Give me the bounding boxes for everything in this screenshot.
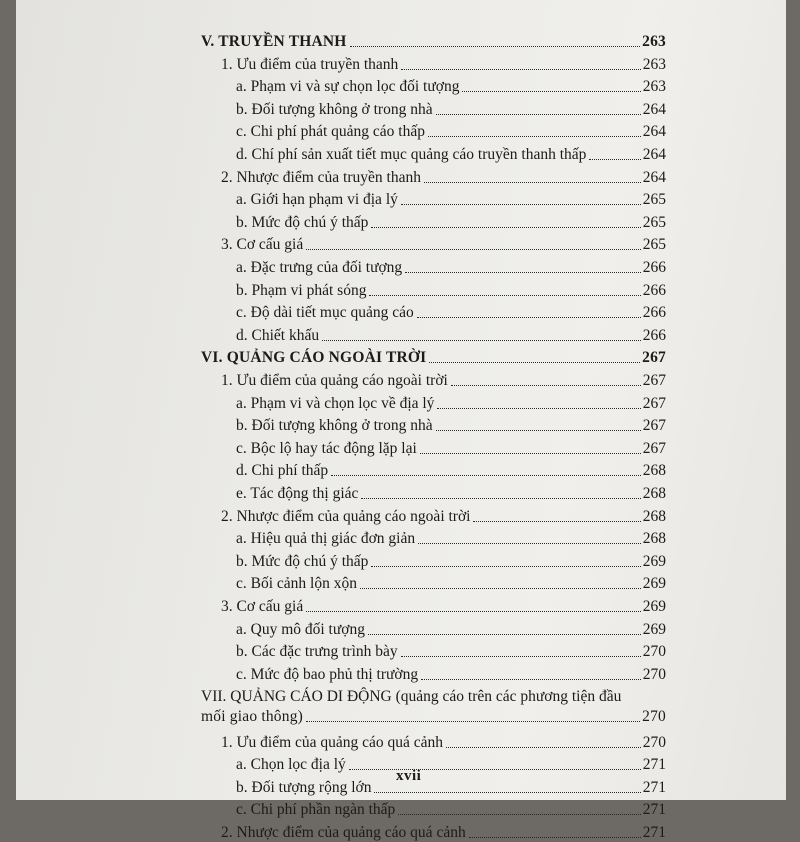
- toc-label: a. Phạm vi và sự chọn lọc đối tượng: [236, 78, 460, 96]
- toc-label: b. Đối tượng không ở trong nhà: [236, 100, 433, 118]
- toc-page-number: 264: [642, 168, 666, 186]
- toc-label: b. Đối tượng không ở trong nhà: [236, 417, 433, 435]
- toc-page-number: 270: [642, 733, 666, 751]
- dot-leader: [401, 204, 641, 205]
- toc-page-number: 267: [642, 394, 666, 412]
- dot-leader: [349, 769, 641, 770]
- toc-label: b. Mức độ chú ý thấp: [236, 552, 369, 570]
- toc-item: [236, 620, 666, 639]
- toc-label: 2. Nhược điểm của quảng cáo quá cảnh: [221, 824, 466, 841]
- toc-label: b. Các đặc trưng trình bày: [236, 643, 398, 661]
- toc-item: [236, 394, 666, 413]
- toc-item: [236, 552, 666, 571]
- toc-label: a. Giới hạn phạm vi địa lý: [236, 191, 398, 209]
- dot-leader: [306, 611, 641, 612]
- toc-item: [236, 755, 666, 774]
- toc-label: 1. Ưu điểm của quảng cáo ngoài trời: [221, 372, 448, 389]
- toc-item: [236, 281, 666, 300]
- toc-page-number: 266: [642, 304, 666, 322]
- toc-label: b. Mức độ chú ý thấp: [236, 213, 369, 231]
- toc-label: a. Đặc trưng của đối tượng: [236, 259, 403, 276]
- toc-item: [236, 258, 666, 277]
- toc-label: a. Phạm vi và chọn lọc về địa lý: [236, 394, 435, 412]
- toc-subsection: [221, 235, 666, 254]
- toc-item: [236, 100, 666, 119]
- toc-label: d. Chi phí thấp: [236, 462, 329, 480]
- dot-leader: [589, 159, 640, 160]
- toc-section-heading: [201, 348, 666, 367]
- dot-leader: [371, 566, 640, 567]
- toc-page-number: 268: [642, 507, 666, 525]
- dot-leader: [350, 46, 641, 47]
- toc-label: 2. Nhược điểm của truyền thanh: [221, 168, 421, 186]
- toc-label: a. Hiệu quả thị giác đơn giản: [236, 530, 416, 548]
- toc-item: [236, 416, 666, 435]
- toc-label: c. Chi phí phát quảng cáo thấp: [236, 123, 425, 141]
- dot-leader: [371, 227, 640, 228]
- toc-page-number: 269: [642, 598, 666, 615]
- dot-leader: [473, 521, 640, 522]
- toc-label: 3. Cơ cấu giá: [221, 236, 304, 254]
- toc-page-number: 265: [642, 236, 666, 254]
- dot-leader: [374, 792, 640, 793]
- dot-leader: [401, 656, 641, 657]
- toc-label: 2. Nhược điểm của quảng cáo ngoài trời: [221, 507, 471, 525]
- toc-item: [236, 778, 666, 797]
- toc-subsection: [221, 55, 666, 74]
- toc-page-number: 265: [642, 213, 666, 231]
- toc-page-number: 267: [642, 439, 666, 457]
- toc-page-number: 269: [642, 620, 666, 638]
- toc-page-number: 265: [642, 191, 666, 209]
- toc-page-number: 264: [642, 123, 666, 141]
- book-page: [16, 0, 786, 841]
- toc-section-heading: [201, 32, 666, 51]
- toc-page-number: 269: [642, 575, 666, 593]
- toc-item: [236, 122, 666, 141]
- toc-heading-continuation: [201, 707, 666, 726]
- toc-label: a. Chọn lọc địa lý: [236, 756, 346, 774]
- toc-page-number: 268: [642, 485, 666, 502]
- toc-item: [236, 439, 666, 458]
- toc-item: [236, 484, 666, 503]
- toc-subsection: [221, 507, 666, 526]
- toc-page-number: 266: [642, 259, 666, 276]
- toc-label: d. Chí phí sản xuất tiết mục quảng cáo truyền thanh thấp: [236, 146, 587, 163]
- toc-page-number: 269: [642, 552, 666, 570]
- dot-leader: [428, 136, 641, 137]
- toc-page-number: 264: [642, 100, 666, 118]
- toc-label: mối giao thông): [201, 708, 304, 725]
- toc-label: V. TRUYỀN THANH: [201, 33, 347, 50]
- toc-label: 3. Cơ cấu giá: [221, 598, 304, 615]
- toc-label: c. Bối cảnh lộn xộn: [236, 575, 357, 593]
- dot-leader: [369, 295, 640, 296]
- toc-subsection: [221, 823, 666, 842]
- toc-label: c. Độ dài tiết mục quảng cáo: [236, 304, 414, 322]
- toc-label: c. Chi phí phần ngàn thấp: [236, 801, 396, 819]
- dot-leader: [401, 69, 640, 70]
- toc-label: a. Quy mô đối tượng: [236, 620, 365, 638]
- dot-leader: [361, 498, 640, 499]
- dot-leader: [462, 91, 640, 92]
- dot-leader: [436, 114, 641, 115]
- toc-page-number: 270: [642, 665, 666, 683]
- dot-leader: [368, 634, 641, 635]
- toc-label: c. Mức độ bao phủ thị trường: [236, 665, 419, 683]
- toc-page-number: 263: [642, 78, 666, 96]
- toc-subsection: [221, 733, 666, 752]
- dot-leader: [446, 747, 641, 748]
- toc-item: [236, 574, 666, 593]
- toc-page-number: 268: [642, 462, 666, 480]
- toc-item: [236, 665, 666, 684]
- toc-label: e. Tác động thị giác: [236, 485, 359, 502]
- toc-subsection: [221, 371, 666, 390]
- toc-heading: [201, 687, 621, 706]
- toc-page-number: 263: [642, 33, 666, 50]
- dot-leader: [360, 588, 641, 589]
- toc-page-number: 270: [642, 643, 666, 661]
- toc-page-number: 271: [642, 824, 666, 841]
- toc-page-number: 268: [642, 530, 666, 548]
- dot-leader: [451, 385, 641, 386]
- dot-leader: [306, 249, 641, 250]
- toc-page-number: 267: [642, 372, 666, 389]
- toc-label: 1. Ưu điểm của quảng cáo quá cảnh: [221, 733, 444, 751]
- toc-item: [236, 213, 666, 232]
- toc-page-number: 270: [642, 708, 666, 725]
- toc-heading-label: VII. QUẢNG CÁO DI ĐỘNG (quảng cáo trên các phương tiện đầu: [201, 688, 622, 706]
- dot-leader: [398, 814, 640, 815]
- toc-item: [236, 77, 666, 96]
- toc-item: [236, 326, 666, 345]
- toc-label: 1. Ưu điểm của truyền thanh: [221, 55, 399, 73]
- toc-page-number: 267: [642, 417, 666, 435]
- dot-leader: [437, 408, 640, 409]
- toc-page-number: 266: [642, 281, 666, 299]
- dot-leader: [420, 453, 641, 454]
- toc-item: [236, 190, 666, 209]
- dot-leader: [331, 475, 641, 476]
- dot-leader: [322, 340, 641, 341]
- toc-label: d. Chiết khấu: [236, 326, 320, 344]
- toc-page-number: 267: [642, 349, 666, 367]
- dot-leader: [469, 837, 641, 838]
- toc-label: b. Đối tượng rộng lớn: [236, 778, 372, 796]
- toc-label: b. Phạm vi phát sóng: [236, 281, 367, 299]
- toc-page-number: 271: [642, 778, 666, 796]
- dot-leader: [436, 430, 641, 431]
- toc-item: [236, 461, 666, 480]
- dot-leader: [424, 182, 641, 183]
- dot-leader: [417, 317, 641, 318]
- toc-item: [236, 529, 666, 548]
- toc-subsection: [221, 597, 666, 616]
- dot-leader: [418, 543, 641, 544]
- toc-page-number: 264: [642, 146, 666, 163]
- toc-label: c. Bộc lộ hay tác động lặp lại: [236, 439, 417, 457]
- page-number: xvii: [396, 768, 422, 784]
- toc-page-number: 271: [642, 801, 666, 819]
- toc-item: [236, 303, 666, 322]
- dot-leader: [405, 272, 641, 273]
- dot-leader: [306, 721, 640, 722]
- toc-item: [236, 800, 666, 819]
- dot-leader: [421, 679, 641, 680]
- toc-page-number: 263: [642, 55, 666, 73]
- toc-subsection: [221, 168, 666, 187]
- dot-leader: [429, 362, 640, 363]
- toc-item: [236, 145, 666, 164]
- toc-page-number: 266: [642, 326, 666, 344]
- toc-item: [236, 642, 666, 661]
- toc-label: VI. QUẢNG CÁO NGOÀI TRỜI: [201, 349, 427, 367]
- toc-page-number: 271: [642, 756, 666, 774]
